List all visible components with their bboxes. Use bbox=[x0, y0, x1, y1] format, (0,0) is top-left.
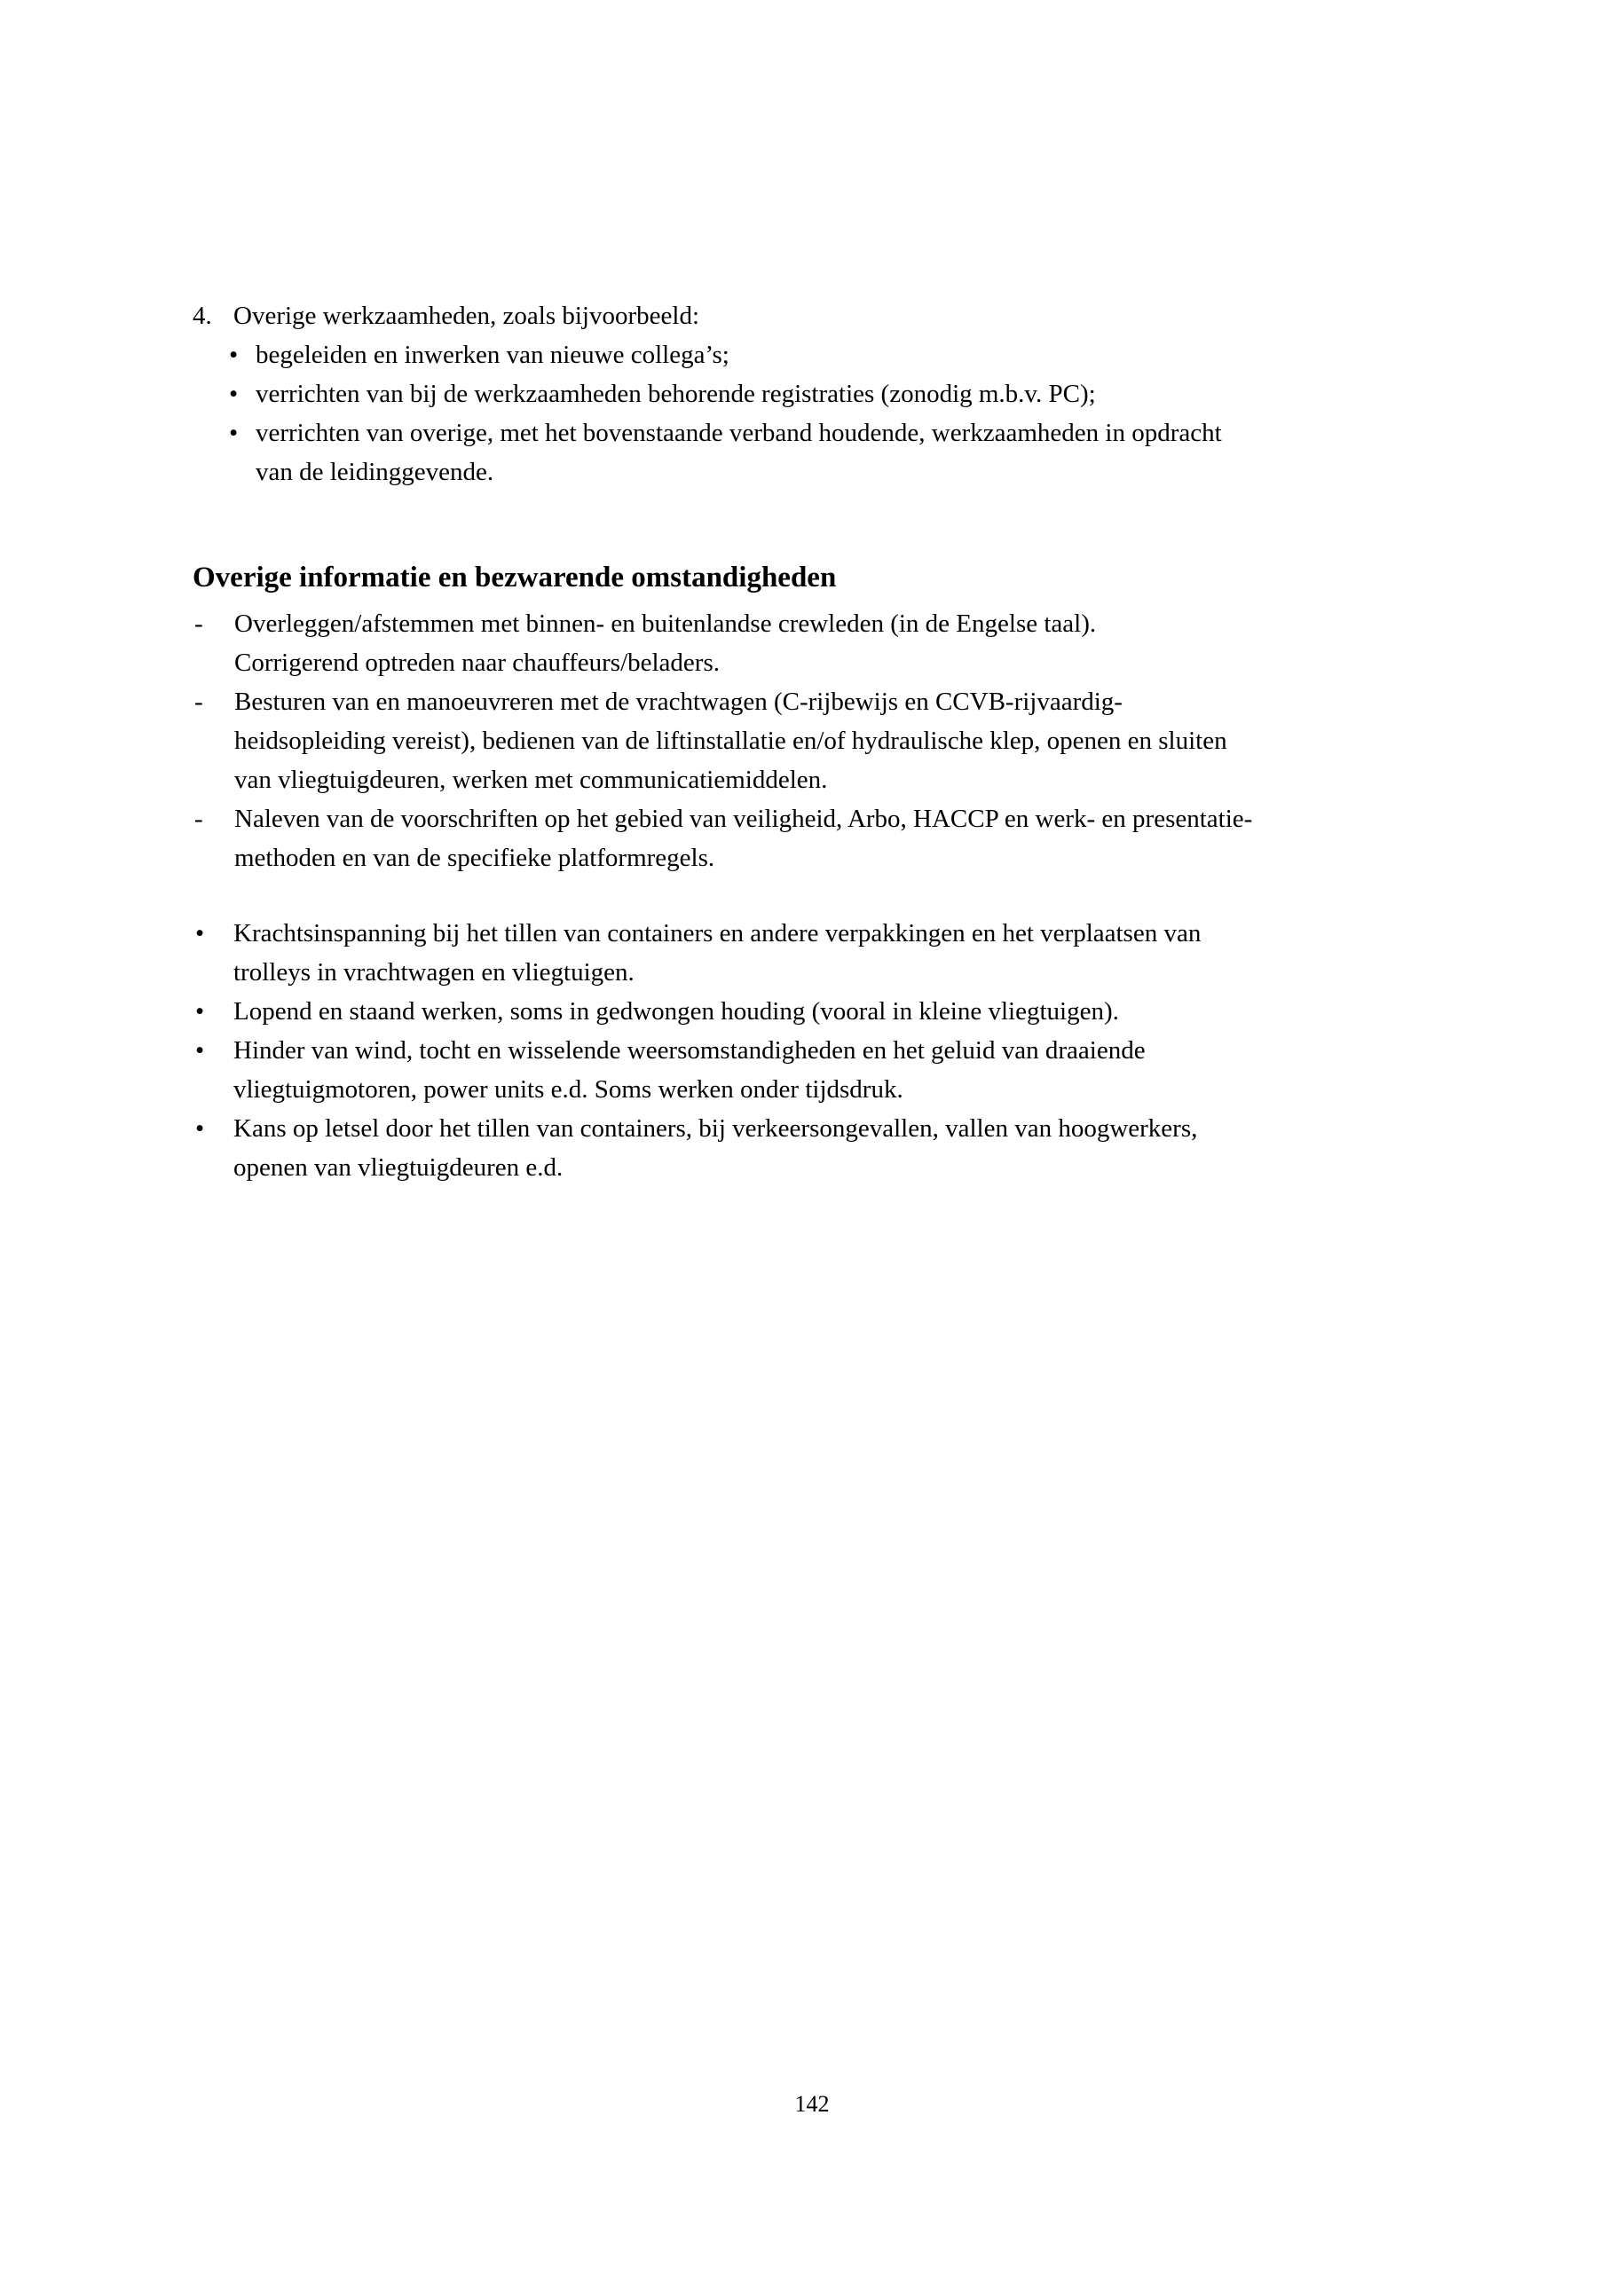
list-item-text bbox=[233, 1031, 1146, 1109]
list-item bbox=[195, 914, 1201, 992]
list-item-line: Kans op letsel door het tillen van containers, bij verkeersongevallen, vallen van hoogwerkers, bbox=[233, 1114, 1198, 1143]
dash-icon: - bbox=[194, 805, 203, 833]
list-item-text: verrichten van bij de werkzaamheden behorende registraties (zonodig m.b.v. PC); bbox=[256, 380, 1096, 408]
section-heading: Overige informatie en bezwarende omstandigheden bbox=[193, 562, 837, 594]
list-item-text bbox=[234, 799, 1252, 877]
list-item-text bbox=[233, 1109, 1197, 1187]
list-item-line: vliegtuigmotoren, power units e.d. Soms werken onder tijdsdruk. bbox=[233, 1075, 903, 1104]
list-item-line: Overleggen/afstemmen met binnen- en buitenlandse crewleden (in de Engelse taal). bbox=[234, 609, 1097, 638]
list-item-line: Corrigerend optreden naar chauffeurs/beladers. bbox=[234, 649, 720, 677]
numbered-item-row bbox=[193, 296, 1222, 335]
list-item-line: trolleys in vrachtwagen en vliegtuigen. bbox=[233, 958, 635, 987]
list-item bbox=[194, 682, 1252, 799]
dash-list bbox=[194, 604, 1252, 877]
list-item bbox=[193, 374, 1222, 413]
list-item-text bbox=[234, 682, 1227, 799]
list-item-text: Lopend en staand werken, soms in gedwongen houding (vooral in kleine vliegtuigen). bbox=[233, 997, 1119, 1026]
bullet-icon: • bbox=[229, 341, 239, 369]
list-item-line: Naleven van de voorschriften op het gebied van veiligheid, Arbo, HACCP en werk- en presentatie- bbox=[234, 805, 1253, 833]
list-item bbox=[193, 335, 1222, 374]
bullet-icon: • bbox=[229, 419, 239, 447]
list-item bbox=[194, 604, 1252, 682]
dash-icon: - bbox=[194, 688, 203, 716]
bullet-icon: • bbox=[195, 1036, 205, 1065]
numbered-item-4 bbox=[193, 296, 1222, 491]
bullet-icon: • bbox=[195, 1114, 205, 1143]
list-item bbox=[194, 799, 1252, 877]
list-item-line: Krachtsinspanning bij het tillen van containers en andere verpakkingen en het verplaatsen van bbox=[233, 919, 1202, 947]
bullet-list bbox=[195, 914, 1201, 1187]
list-item-line: methoden en van de specifieke platformregels. bbox=[234, 844, 715, 872]
list-item-line: verrichten van overige, met het bovenstaande verband houdende, werkzaamheden in opdracht bbox=[256, 419, 1222, 447]
list-item bbox=[193, 413, 1222, 491]
bullet-icon: • bbox=[229, 380, 239, 408]
list-item-text bbox=[256, 413, 1222, 491]
list-item-line: openen van vliegtuigdeuren e.d. bbox=[233, 1153, 564, 1182]
item-title: Overige werkzaamheden, zoals bijvoorbeeld: bbox=[233, 302, 700, 330]
dash-icon: - bbox=[194, 609, 203, 638]
list-item-line: Besturen van en manoeuvreren met de vrachtwagen (C-rijbewijs en CCVB-rijvaardig- bbox=[234, 688, 1123, 716]
list-item bbox=[195, 992, 1201, 1031]
list-item bbox=[195, 1031, 1201, 1109]
list-item-text bbox=[233, 914, 1201, 992]
list-item-text: begeleiden en inwerken van nieuwe collega’s; bbox=[256, 341, 729, 369]
page-number: 142 bbox=[794, 2091, 830, 2117]
list-item-line: heidsopleiding vereist), bedienen van de liftinstallatie en/of hydraulische klep, openen en sluiten bbox=[234, 727, 1227, 755]
list-item-line: van vliegtuigdeuren, werken met communicatiemiddelen. bbox=[234, 766, 828, 794]
bullet-icon: • bbox=[195, 997, 205, 1026]
list-item bbox=[195, 1109, 1201, 1187]
list-item-line: van de leidinggevende. bbox=[256, 458, 494, 486]
bullet-icon: • bbox=[195, 919, 205, 947]
list-item-line: Hinder van wind, tocht en wisselende weersomstandigheden en het geluid van draaiende bbox=[233, 1036, 1146, 1065]
list-item-text bbox=[234, 604, 1096, 682]
item-number: 4. bbox=[193, 302, 212, 330]
